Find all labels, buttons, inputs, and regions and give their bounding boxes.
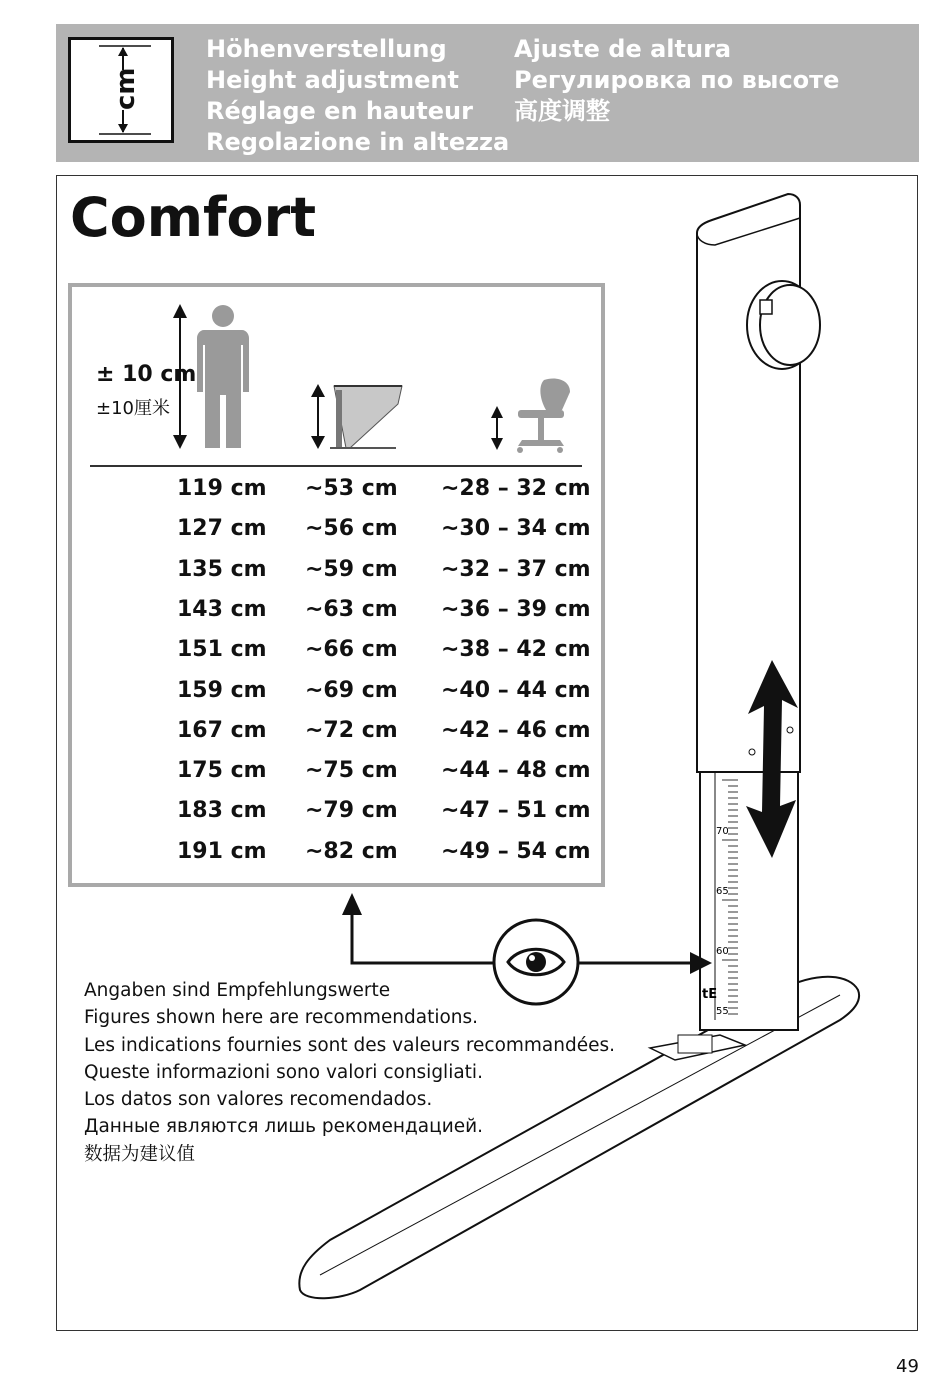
body-height-cell: 183 cm	[177, 798, 267, 824]
note-ru: Данные являются лишь рекомендацией.	[84, 1116, 484, 1138]
body-height-cell: 119 cm	[177, 476, 267, 501]
note-cn: 数据为建议值	[84, 1143, 196, 1165]
desk-height-cell: ~72 cm	[305, 717, 398, 743]
note-de: Angaben sind Empfehlungswerte	[84, 980, 391, 1001]
cm-label: cm	[111, 67, 141, 110]
table-divider	[90, 465, 582, 467]
page-title: Comfort	[70, 186, 317, 249]
body-height-cell: 191 cm	[177, 838, 267, 864]
note-fr: Les indications fournies sont des valeurs recommandées.	[84, 1034, 616, 1056]
chair-height-cell: ~32 – 37 cm	[441, 556, 591, 582]
chair-height-cell: ~28 – 32 cm	[441, 476, 591, 501]
desk-height-cell: ~59 cm	[305, 556, 398, 582]
tolerance-label: ± 10 cm	[96, 362, 197, 387]
desk-height-cell: ~56 cm	[305, 516, 398, 542]
adjustment-knob	[747, 281, 820, 369]
note-it: Queste informazioni sono valori consigliati.	[84, 1061, 483, 1083]
title-it: Regolazione in altezza	[206, 128, 510, 156]
scale-mark-65: 65	[716, 886, 729, 897]
body-height-cell: 175 cm	[177, 758, 267, 784]
desk-height-cell: ~66 cm	[305, 637, 398, 663]
title-ru: Регулировка по высоте	[514, 66, 840, 94]
body-height-cell: 167 cm	[177, 717, 267, 743]
title-es: Ajuste de altura	[514, 35, 732, 63]
body-height-cell: 143 cm	[177, 596, 267, 622]
page-number: 49	[896, 1356, 919, 1377]
body-height-cell: 159 cm	[177, 677, 267, 703]
scale-logo: tE	[702, 987, 718, 1002]
desk-height-cell: ~75 cm	[305, 758, 398, 784]
title-de: Höhenverstellung	[206, 35, 447, 63]
title-en: Height adjustment	[206, 66, 459, 94]
scale-mark-55: 55	[716, 1006, 729, 1017]
title-fr: Réglage en hauteur	[206, 97, 473, 125]
chair-height-cell: ~30 – 34 cm	[441, 516, 591, 542]
body-height-cell: 135 cm	[177, 556, 267, 582]
chair-height-cell: ~40 – 44 cm	[441, 677, 591, 703]
chair-height-cell: ~47 – 51 cm	[441, 798, 591, 824]
desk-height-cell: ~63 cm	[305, 596, 398, 622]
chair-height-cell: ~42 – 46 cm	[441, 717, 591, 743]
chair-height-cell: ~49 – 54 cm	[441, 838, 591, 864]
chair-height-cell: ~36 – 39 cm	[441, 596, 591, 622]
desk-height-cell: ~53 cm	[305, 476, 398, 501]
recommendation-notes	[84, 977, 615, 1168]
note-en: Figures shown here are recommendations.	[84, 1007, 479, 1029]
note-es: Los datos son valores recomendados.	[84, 1089, 433, 1111]
tolerance-label-cn: ±10厘米	[96, 398, 170, 419]
desk-height-cell: ~82 cm	[305, 838, 398, 864]
desk-height-cell: ~69 cm	[305, 677, 398, 703]
chair-height-cell: ~38 – 42 cm	[441, 637, 591, 663]
scale-mark-70: 70	[716, 826, 729, 837]
chair-height-cell: ~44 – 48 cm	[441, 758, 591, 784]
title-cn: 高度调整	[514, 97, 610, 125]
body-height-cell: 127 cm	[177, 516, 267, 542]
desk-height-cell: ~79 cm	[305, 798, 398, 824]
scale-mark-60: 60	[716, 946, 729, 957]
body-height-cell: 151 cm	[177, 637, 267, 663]
